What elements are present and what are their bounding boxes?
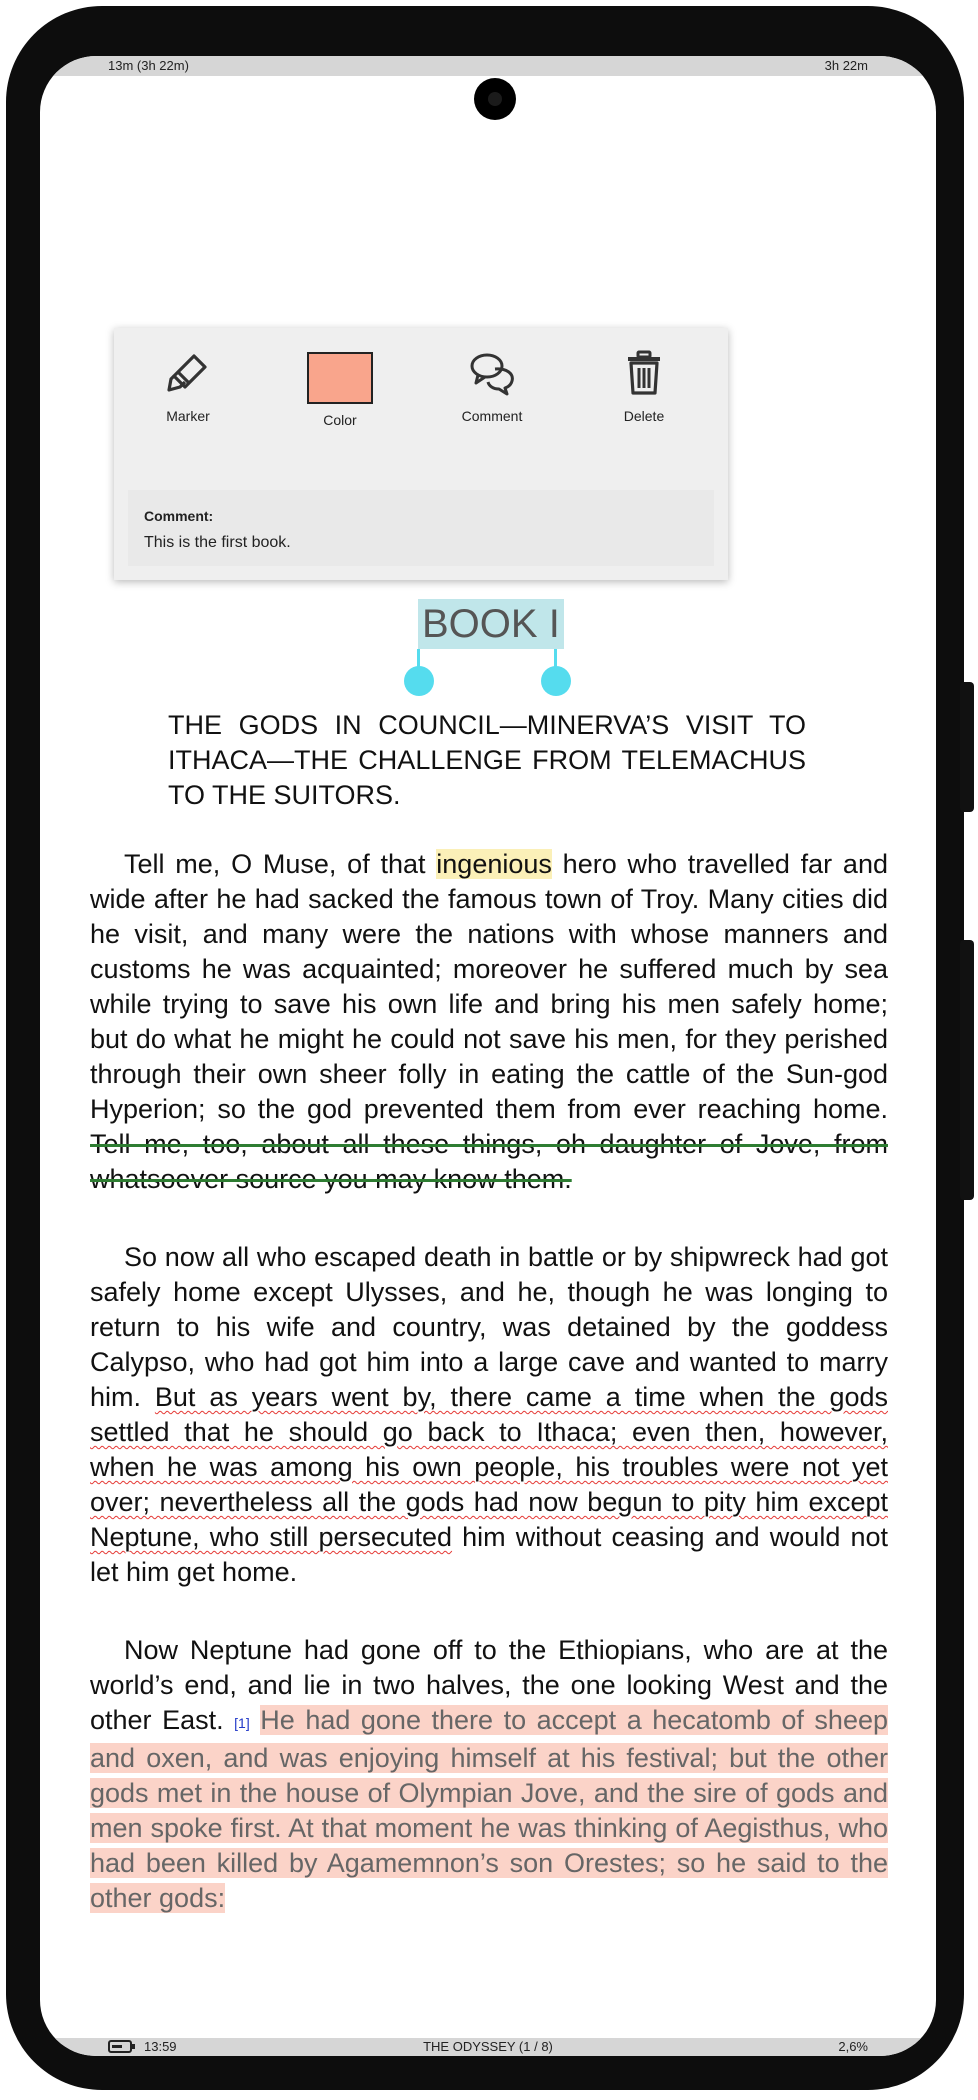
paragraph-text: hero who travelled far and wide after he had sacked the famous town of Troy. Many cities did he visit, and many were the nations with whose manners and customs he was acquainted; moreover he suffered much by sea while trying to save his own life and bring his men safely home; but do what he might he could not save his men, for they perished through their own sheer folly in eating the cattle of the Sun-god Hyperion; so the god prevented them from ever reaching home. <box>90 849 888 1124</box>
chapter-time-remaining: 13m (3h 22m) <box>108 58 189 73</box>
comment-preview[interactable] <box>128 490 714 566</box>
book-time-remaining: 3h 22m <box>824 58 868 73</box>
paragraph-text: Tell me, O Muse, of that <box>124 849 437 879</box>
paragraph-text: Now Neptune had gone off to the Ethiopians, who are at the world’s end, and lie in two halves, the one looking West and the other East. <box>90 1635 888 1735</box>
marker-label: Marker <box>166 408 210 424</box>
marker-icon <box>163 348 213 398</box>
paragraph-1 <box>90 847 888 1197</box>
paragraph-2 <box>90 1240 888 1590</box>
marker-button[interactable] <box>128 348 248 438</box>
selection-handle-right[interactable] <box>541 666 571 696</box>
chapter-subtitle: THE GODS IN COUNCIL—MINERVA’S VISIT TO ITHACA—THE CHALLENGE FROM TELEMACHUS TO THE SUITORS. <box>168 710 806 810</box>
color-label: Color <box>323 412 357 428</box>
comment-button[interactable] <box>432 348 552 438</box>
book-title-selected[interactable]: BOOK I <box>418 599 564 649</box>
delete-label: Delete <box>623 408 665 424</box>
bottom-status-bar <box>40 2038 936 2056</box>
side-button <box>960 940 974 1200</box>
phone-frame <box>6 6 964 2090</box>
status-bar <box>40 56 936 76</box>
comment-icon <box>467 348 517 398</box>
highlight-salmon[interactable]: He had gone there to accept a hecatomb of sheep and oxen, and was enjoying himself at his festival; but the other gods met in the house of Olympian Jove, and the sire of gods and men spoke first. At that moment he was thinking of Aegisthus, who had been killed by Agamemnon’s son Orestes; so he said to the other gods: <box>90 1705 888 1913</box>
highlight-yellow[interactable]: ingenious <box>436 849 552 879</box>
front-camera <box>474 78 516 120</box>
book-progress-title: THE ODYSSEY (1 / 8) <box>423 2039 553 2054</box>
comment-title: Comment: <box>144 508 214 524</box>
strikethrough-annotation[interactable]: Tell me, too, about all these things, oh daughter of Jove, from whatsoever source you may know them. <box>90 1129 888 1194</box>
comment-label: Comment <box>461 408 523 424</box>
color-button[interactable] <box>280 348 400 438</box>
comment-text: This is the first book. <box>144 534 291 551</box>
reading-progress-percent: 2,6% <box>838 2039 868 2054</box>
trash-icon <box>619 348 669 398</box>
squiggly-underline-annotation[interactable]: But as years went by, there came a time when the gods settled that he should go back to Ithaca; even then, however, when he was among his own people, his troubles were not yet over; nevertheless all the gods had now begun to pity him except Neptune, who still persecuted <box>90 1382 888 1552</box>
screen <box>40 56 936 2056</box>
footnote-link[interactable]: [1] <box>234 1715 250 1731</box>
paragraph-text: So now all who escaped death in battle or by shipwreck had got safely home except Ulysses, and he, though he was longing to return to his wife and country, was detained by the goddess Calypso, who had got him into a large cave and wanted to marry him. <box>90 1242 888 1412</box>
delete-button[interactable] <box>584 348 704 438</box>
clock-time: 13:59 <box>144 2039 177 2054</box>
paragraph-3 <box>90 1633 888 1916</box>
paragraph-text <box>250 1705 261 1735</box>
selection-handle-left[interactable] <box>404 666 434 696</box>
annotation-popup <box>114 328 728 580</box>
color-swatch <box>307 352 373 404</box>
side-button <box>960 682 974 812</box>
paragraph-text: him without ceasing and would not let him get home. <box>90 1522 888 1587</box>
